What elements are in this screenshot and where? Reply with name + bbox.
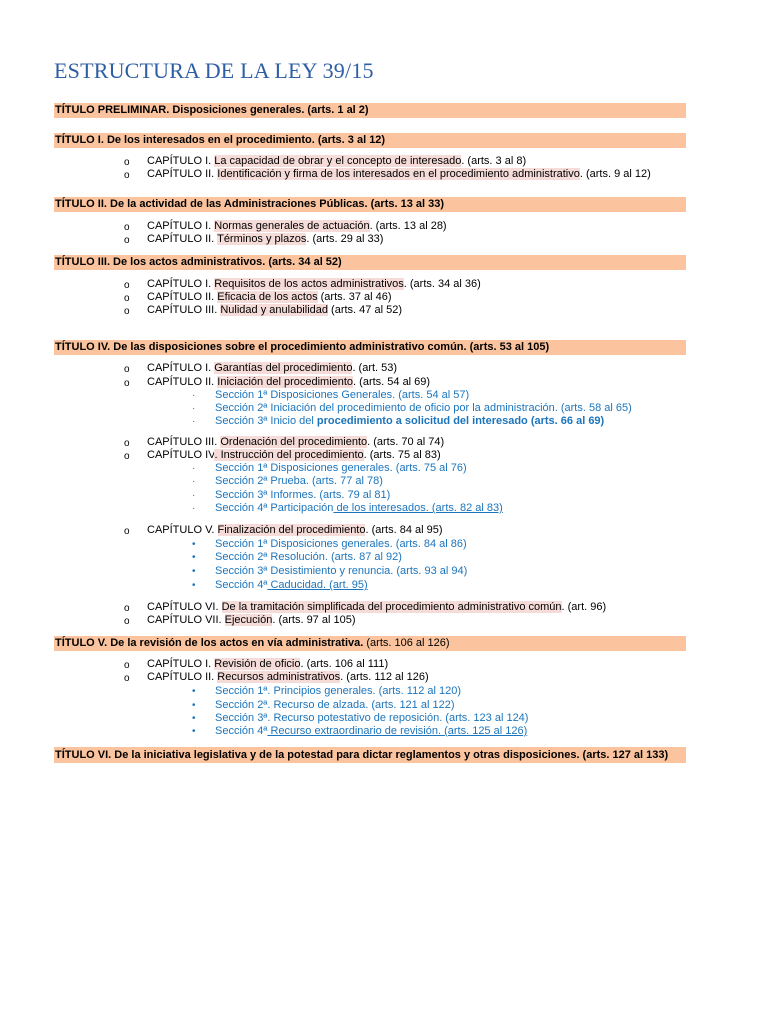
capitulo-bullet: o [124,660,130,671]
capitulo-item: CAPÍTULO I. Garantías del procedimiento. (art. 53) [147,362,398,374]
seccion-item: Sección 4ª Participación de los interesados. (arts. 82 al 83) [215,502,503,514]
capitulo-bullet: o [124,378,130,389]
capitulo-bullet: o [124,616,130,627]
seccion-bullet: · [192,390,196,401]
capitulo-item: CAPÍTULO II. Eficacia de los actos (arts. 37 al 46) [147,291,392,303]
seccion-bullet: • [192,580,196,591]
seccion-item: Sección 3ª Inicio del procedimiento a solicitud del interesado (arts. 66 al 69) [215,415,605,427]
seccion-bullet: · [192,490,196,501]
page-title: ESTRUCTURA DE LA LEY 39/15 [54,58,374,83]
capitulo-bullet: o [124,526,130,537]
seccion-bullet: • [192,726,196,737]
capitulo-item: CAPÍTULO III. Ordenación del procedimiento. (arts. 70 al 74) [147,436,445,448]
seccion-bullet: · [192,403,196,414]
capitulo-item: CAPÍTULO II. Términos y plazos. (arts. 29 al 33) [147,233,384,245]
titulo-iv-heading: TÍTULO IV. De las disposiciones sobre el procedimiento administrativo común. (arts. 53 al 105) [54,340,686,355]
capitulo-bullet: o [124,306,130,317]
seccion-bullet: • [192,700,196,711]
seccion-item: Sección 1ª Disposiciones generales. (arts. 75 al 76) [215,462,467,474]
capitulo-item: CAPÍTULO II. Recursos administrativos. (arts. 112 al 126) [147,671,429,683]
capitulo-bullet: o [124,222,130,233]
capitulo-bullet: o [124,170,130,181]
capitulo-bullet: o [124,438,130,449]
titulo-vi-heading: TÍTULO VI. De la iniciativa legislativa y de la potestad para dictar reglamentos y otras disposiciones. (arts. 127 al 133) [54,747,686,763]
capitulo-item: CAPÍTULO II. Iniciación del procedimiento. (arts. 54 al 69) [147,376,431,388]
seccion-item: Sección 4ª Recurso extraordinario de revisión. (arts. 125 al 126) [215,725,528,737]
seccion-item: Sección 3ª Informes. (arts. 79 al 81) [215,489,391,501]
seccion-bullet: • [192,566,196,577]
titulo-v-heading: TÍTULO V. De la revisión de los actos en vía administrativa. (arts. 106 al 126) [54,636,686,651]
capitulo-item: CAPÍTULO II. Identificación y firma de los interesados en el procedimiento administrativo. (arts. 9 al 12) [147,168,651,180]
seccion-item: Sección 2ª Resolución. (arts. 87 al 92) [215,551,402,563]
capitulo-bullet: o [124,451,130,462]
seccion-bullet: · [192,463,196,474]
capitulo-item: CAPÍTULO VII. Ejecución. (arts. 97 al 105) [147,614,356,626]
seccion-bullet: • [192,713,196,724]
capitulo-item: CAPÍTULO I. Requisitos de los actos administrativos. (arts. 34 al 36) [147,278,481,290]
seccion-item: Sección 2ª. Recurso de alzada. (arts. 121 al 122) [215,699,455,711]
titulo-preliminar-heading: TÍTULO PRELIMINAR. Disposiciones generales. (arts. 1 al 2) [54,103,686,118]
seccion-bullet: • [192,539,196,550]
titulo-i-heading: TÍTULO I. De los interesados en el procedimiento. (arts. 3 al 12) [54,133,686,148]
seccion-item: Sección 2ª Prueba. (arts. 77 al 78) [215,475,383,487]
seccion-item: Sección 3ª Desistimiento y renuncia. (arts. 93 al 94) [215,565,468,577]
titulo-iii-heading: TÍTULO III. De los actos administrativos. (arts. 34 al 52) [54,255,686,270]
seccion-bullet: • [192,686,196,697]
seccion-item: Sección 1ª. Principios generales. (arts. 112 al 120) [215,685,461,697]
capitulo-item: CAPÍTULO I. Revisión de oficio. (arts. 106 al 111) [147,658,389,670]
seccion-item: Sección 4ª Caducidad. (art. 95) [215,579,368,591]
seccion-item: Sección 2ª Iniciación del procedimiento de oficio por la administración. (arts. 58 al 65) [215,402,632,414]
capitulo-item: CAPÍTULO I. Normas generales de actuación. (arts. 13 al 28) [147,220,447,232]
seccion-bullet: · [192,476,196,487]
seccion-item: Sección 1ª Disposiciones generales. (arts. 84 al 86) [215,538,467,550]
capitulo-bullet: o [124,235,130,246]
titulo-ii-heading: TÍTULO II. De la actividad de las Administraciones Públicas. (arts. 13 al 33) [54,197,686,212]
capitulo-item: CAPÍTULO VI. De la tramitación simplificada del procedimiento administrativo común. (art. 96) [147,601,607,613]
capitulo-bullet: o [124,364,130,375]
capitulo-bullet: o [124,293,130,304]
capitulo-bullet: o [124,157,130,168]
capitulo-bullet: o [124,280,130,291]
seccion-bullet: · [192,503,196,514]
capitulo-bullet: o [124,603,130,614]
capitulo-item: CAPÍTULO V. Finalización del procedimiento. (arts. 84 al 95) [147,524,443,536]
capitulo-item: CAPÍTULO IV. Instrucción del procedimiento. (arts. 75 al 83) [147,449,441,461]
capitulo-item: CAPÍTULO III. Nulidad y anulabilidad (arts. 47 al 52) [147,304,402,316]
seccion-bullet: · [192,416,196,427]
capitulo-item: CAPÍTULO I. La capacidad de obrar y el concepto de interesado. (arts. 3 al 8) [147,155,527,167]
seccion-bullet: • [192,552,196,563]
seccion-item: Sección 3ª. Recurso potestativo de reposición. (arts. 123 al 124) [215,712,529,724]
capitulo-bullet: o [124,673,130,684]
seccion-item: Sección 1ª Disposiciones Generales. (arts. 54 al 57) [215,389,470,401]
